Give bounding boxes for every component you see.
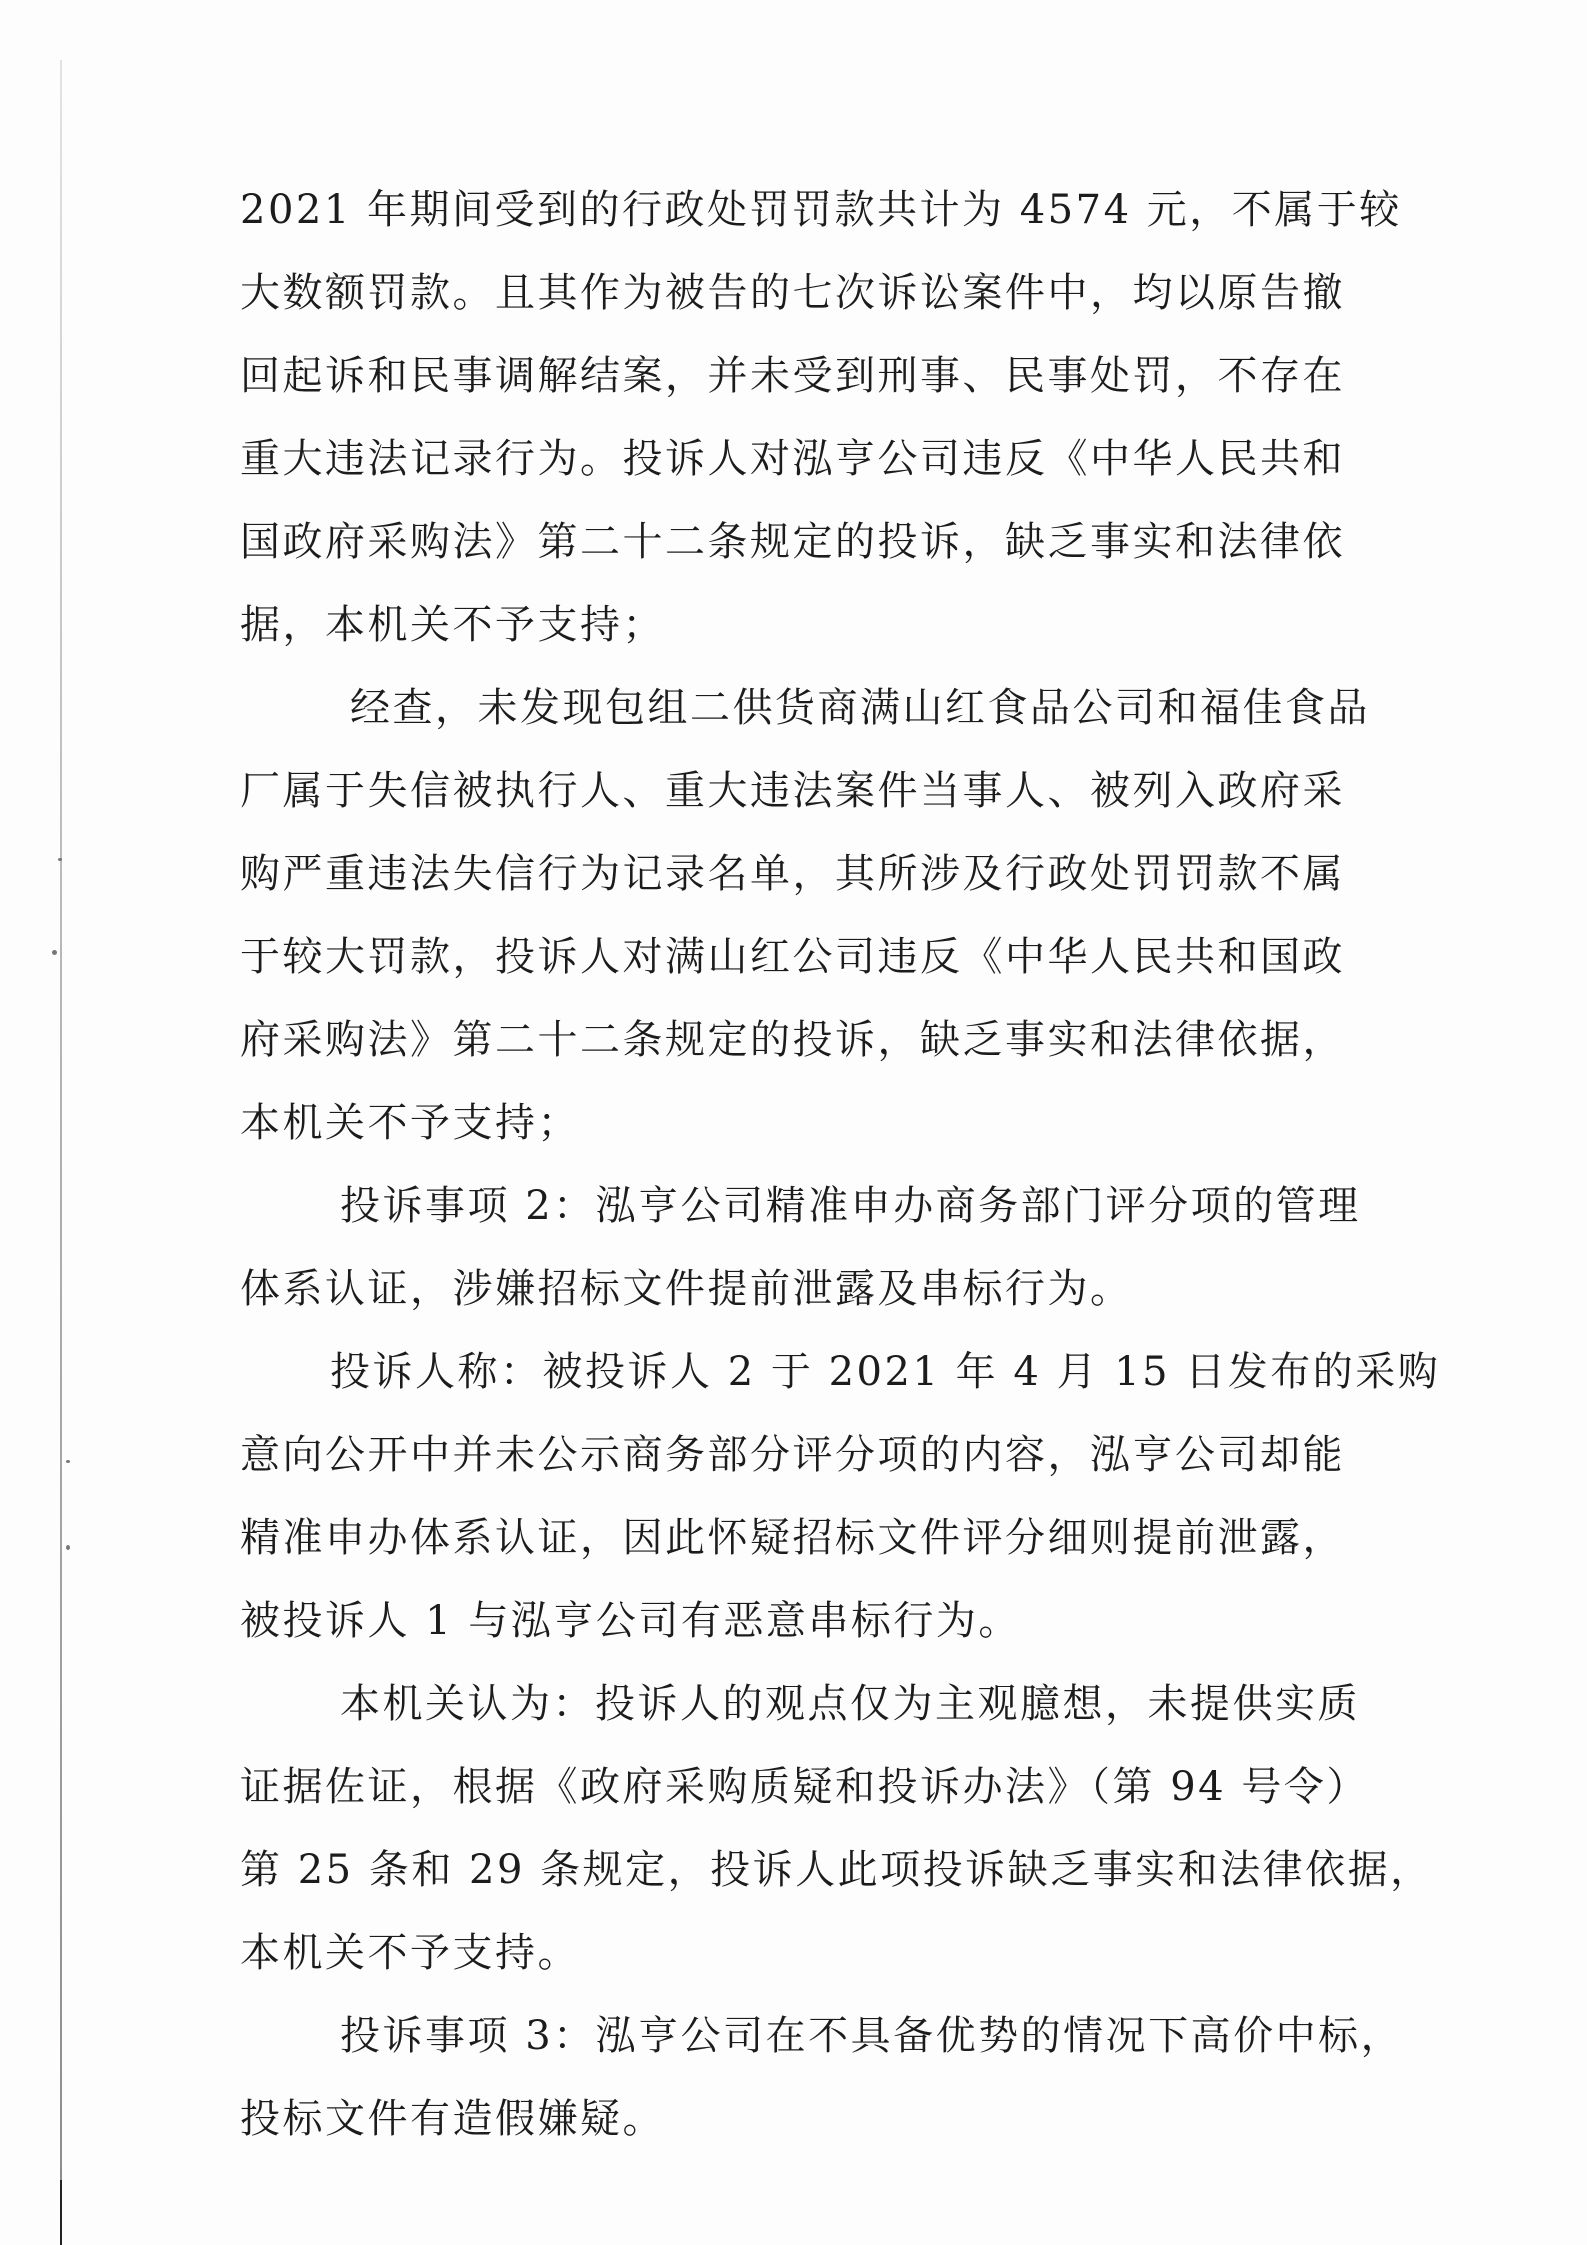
text-line: 投标文件有造假嫌疑。 [240, 2096, 665, 2142]
text-line: 重大违法记录行为。投诉人对泓亨公司违反《中华人民共和 [240, 436, 1345, 482]
text-line: 2021 年期间受到的行政处罚罚款共计为 4574 元，不属于较 [240, 187, 1402, 233]
scan-edge-mark [60, 2180, 62, 2245]
text-line: 体系认证，涉嫌招标文件提前泄露及串标行为。 [240, 1266, 1133, 1312]
text-line: 据，本机关不予支持； [240, 602, 665, 648]
text-line: 投诉事项 3：泓亨公司在不具备优势的情况下高价中标， [340, 2013, 1404, 2059]
text-line: 投诉人称：被投诉人 2 于 2021 年 4 月 15 日发布的采购 [330, 1349, 1441, 1395]
scan-speck [52, 950, 57, 955]
text-line: 意向公开中并未公示商务部分评分项的内容，泓亨公司却能 [240, 1432, 1345, 1478]
text-line: 精准申办体系认证，因此怀疑招标文件评分细则提前泄露， [240, 1515, 1345, 1561]
scan-speck [66, 1460, 70, 1463]
text-line: 国政府采购法》第二十二条规定的投诉，缺乏事实和法律依 [240, 519, 1345, 565]
text-line: 回起诉和民事调解结案，并未受到刑事、民事处罚，不存在 [240, 353, 1345, 399]
text-line: 本机关不予支持。 [240, 1930, 580, 1976]
text-line: 投诉事项 2：泓亨公司精准申办商务部门评分项的管理 [340, 1183, 1361, 1229]
text-line: 购严重违法失信行为记录名单，其所涉及行政处罚罚款不属 [240, 851, 1345, 897]
text-line: 被投诉人 1 与泓亨公司有恶意串标行为。 [240, 1598, 1021, 1644]
text-line: 经查，未发现包组二供货商满山红食品公司和福佳食品 [350, 685, 1370, 731]
text-line: 于较大罚款，投诉人对满山红公司违反《中华人民共和国政 [240, 934, 1345, 980]
text-line: 本机关认为：投诉人的观点仅为主观臆想，未提供实质 [340, 1681, 1360, 1727]
scan-speck [58, 858, 62, 861]
text-line: 大数额罚款。且其作为被告的七次诉讼案件中，均以原告撤 [240, 270, 1345, 316]
text-line: 本机关不予支持； [240, 1100, 580, 1146]
text-line: 府采购法》第二十二条规定的投诉，缺乏事实和法律依据， [240, 1017, 1345, 1063]
text-line: 厂属于失信被执行人、重大违法案件当事人、被列入政府采 [240, 768, 1345, 814]
text-line: 第 25 条和 29 条规定，投诉人此项投诉缺乏事实和法律依据， [240, 1847, 1433, 1893]
scan-edge-shadow [60, 60, 62, 2240]
text-line: 证据佐证，根据《政府采购质疑和投诉办法》（第 94 号令） [240, 1764, 1369, 1810]
scan-speck [66, 1545, 70, 1550]
